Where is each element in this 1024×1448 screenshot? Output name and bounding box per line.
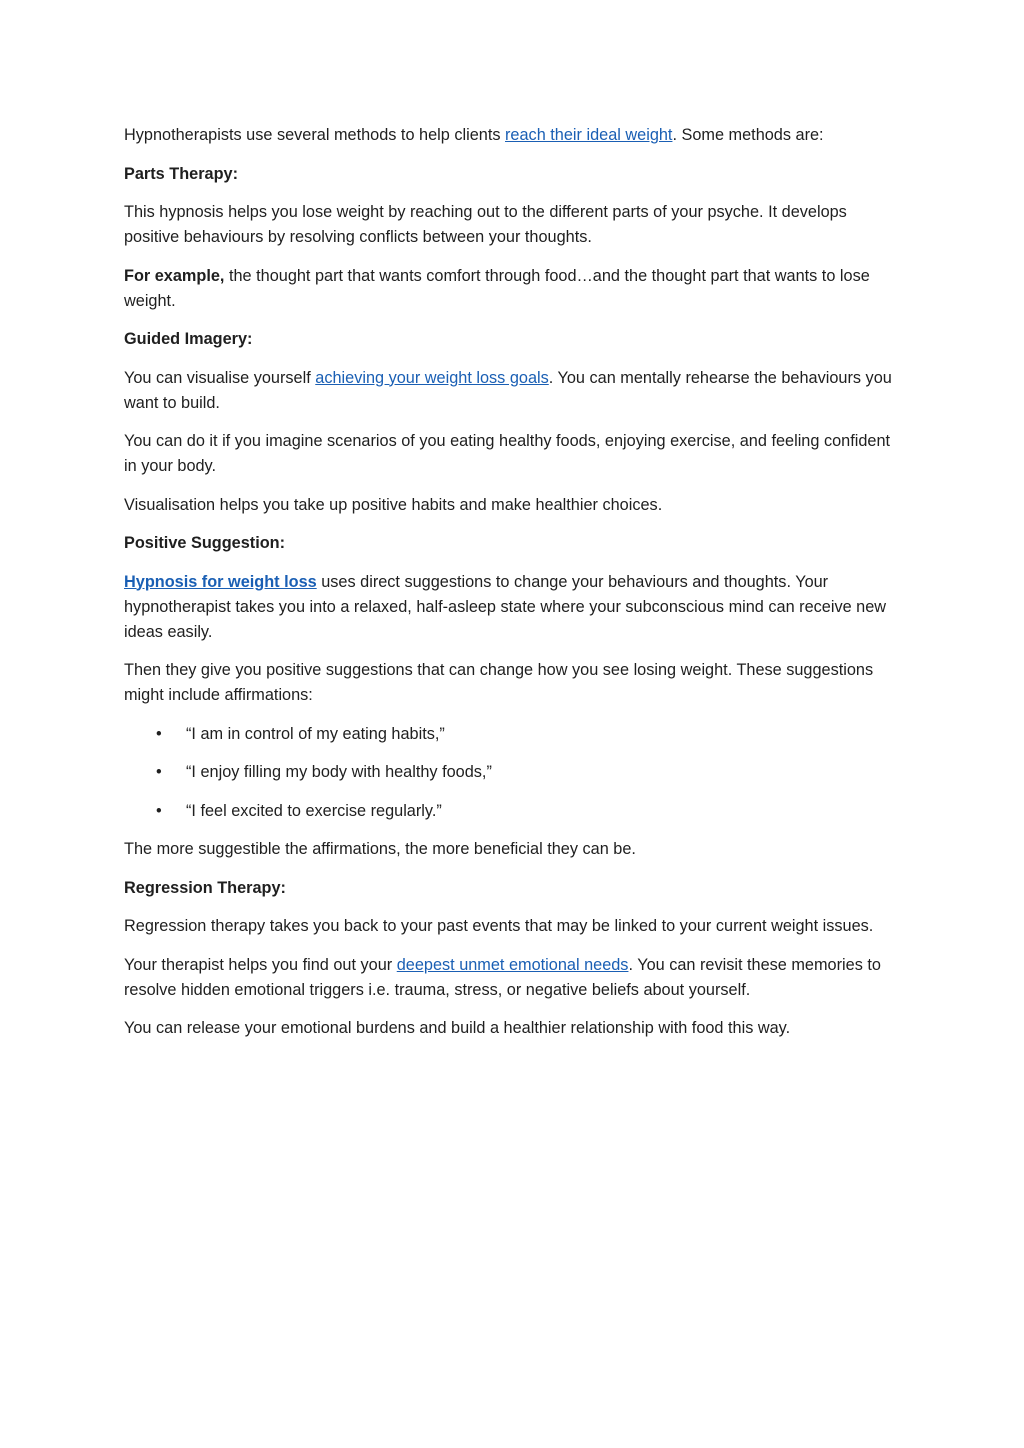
bullet-icon: • <box>156 724 162 743</box>
hypnosis-weight-loss-link[interactable]: Hypnosis for weight loss <box>124 572 317 591</box>
affirmations-list <box>124 722 900 824</box>
positive-suggestion-paragraph-1: Hypnosis for weight loss uses direct suggestions to change your behaviours and thoughts. Your hypnotherapist takes you into a relaxed, half-asleep state where your subconscious mind can receive new ideas easily. <box>124 572 887 641</box>
positive-suggestion-paragraph-2: Then they give you positive suggestions that can change how you see losing weight. These suggestions might include affirmations: <box>124 661 874 704</box>
example-paragraph: For example, the thought part that wants comfort through food…and the thought part that wants to lose weight. <box>124 266 870 310</box>
guided-imagery-heading: Guided Imagery: <box>124 330 253 348</box>
bullet-icon: • <box>156 801 162 820</box>
parts-therapy-heading: Parts Therapy: <box>124 164 239 183</box>
positive-suggestion-heading: Positive Suggestion: <box>124 534 286 552</box>
regression-therapy-paragraph-1: Regression therapy takes you back to your past events that may be linked to your current weight issues. <box>124 917 874 935</box>
guided-imagery-paragraph-3: Visualisation helps you take up positive habits and make healthier choices. <box>124 495 663 514</box>
emotional-needs-link[interactable]: deepest unmet emotional needs <box>396 955 629 974</box>
bullet-icon: • <box>156 763 162 781</box>
regression-therapy-paragraph-3: You can release your emotional burdens and build a healthier relationship with food this way. <box>124 1019 791 1037</box>
regression-therapy-paragraph-2: Your therapist helps you find out your deepest unmet emotional needs. You can revisit these memories to resolve hidden emotional triggers i.e. trauma, stress, or negative beliefs about yourself. <box>124 955 881 999</box>
parts-therapy-paragraph: This hypnosis helps you lose weight by reaching out to the different parts of your psyche. It develops positive behaviours by resolving conflicts between your thoughts. <box>124 203 847 246</box>
positive-suggestion-paragraph-3: The more suggestible the affirmations, the more beneficial they can be. <box>124 840 636 858</box>
intro-paragraph: Hypnotherapists use several methods to help clients reach their ideal weight. Some methods are: <box>124 126 824 144</box>
ideal-weight-link[interactable]: reach their ideal weight <box>505 126 673 144</box>
guided-imagery-paragraph-2: You can do it if you imagine scenarios of you eating healthy foods, enjoying exercise, and feeling confident in your body. <box>124 432 891 475</box>
list-item: • “I am in control of my eating habits,” <box>124 722 900 747</box>
weight-loss-goals-link[interactable]: achieving your weight loss goals <box>315 368 549 387</box>
guided-imagery-paragraph-1: You can visualise yourself achieving your weight loss goals. You can mentally rehearse the behaviours you want to build. <box>124 368 892 412</box>
list-item: • “I enjoy filling my body with healthy foods,” <box>124 760 900 785</box>
regression-therapy-heading: Regression Therapy: <box>124 878 286 897</box>
document-body <box>124 123 900 1055</box>
list-item: • “I feel excited to exercise regularly.” <box>124 799 900 824</box>
